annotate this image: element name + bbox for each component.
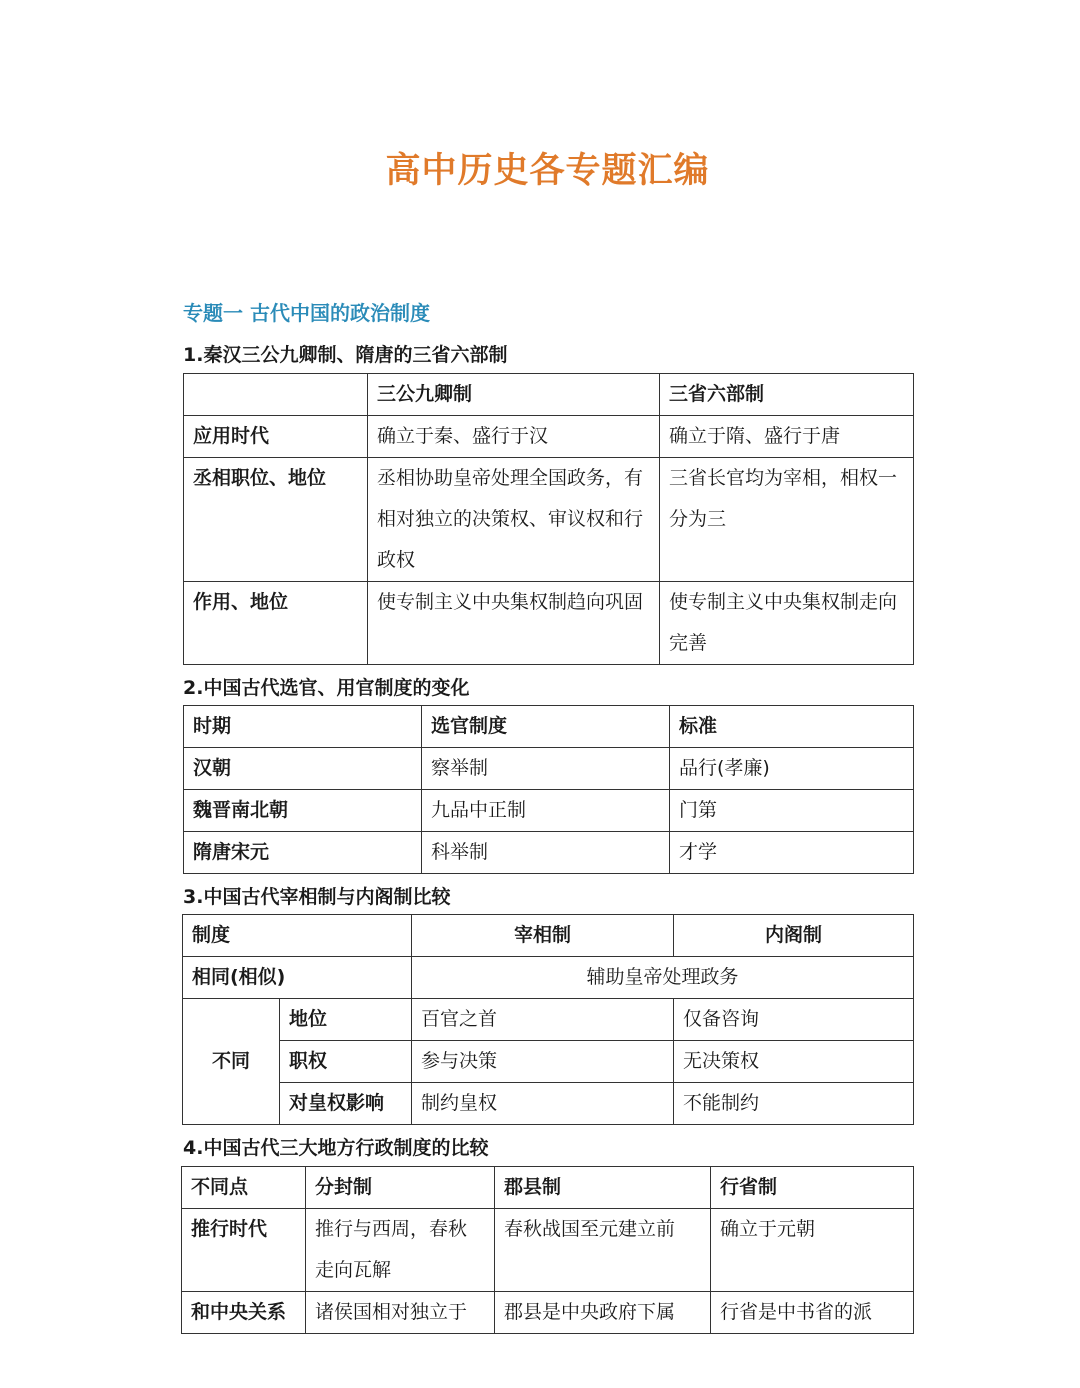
table-cell: 不同 bbox=[183, 999, 280, 1125]
table-cell: 相同(相似) bbox=[183, 957, 412, 999]
table-cell: 职权 bbox=[280, 1041, 412, 1083]
table-cell: 郡县是中央政府下属 bbox=[495, 1292, 711, 1334]
table-cell: 丞相职位、地位 bbox=[184, 458, 368, 582]
table-4 bbox=[181, 1166, 914, 1334]
table-row bbox=[184, 832, 914, 874]
table-cell: 辅助皇帝处理政务 bbox=[412, 957, 914, 999]
table-cell: 确立于隋、盛行于唐 bbox=[660, 416, 914, 458]
table-row bbox=[184, 748, 914, 790]
table-row bbox=[182, 1209, 914, 1292]
table-cell: 推行与西周，春秋走向瓦解 bbox=[306, 1209, 495, 1292]
table-row bbox=[184, 790, 914, 832]
table-cell: 汉朝 bbox=[184, 748, 422, 790]
table-cell: 推行时代 bbox=[182, 1209, 306, 1292]
table-row bbox=[184, 706, 914, 748]
section-4-heading: 4.中国古代三大地方行政制度的比较 bbox=[183, 1137, 489, 1159]
section-1-heading: 1.秦汉三公九卿制、隋唐的三省六部制 bbox=[183, 344, 508, 366]
table-cell: 仅备咨询 bbox=[674, 999, 914, 1041]
document-title: 高中历史各专题汇编 bbox=[385, 151, 710, 191]
table-header-cell: 宰相制 bbox=[412, 915, 674, 957]
table-row bbox=[184, 374, 914, 416]
table-cell: 春秋战国至元建立前 bbox=[495, 1209, 711, 1292]
table-cell: 才学 bbox=[670, 832, 914, 874]
table-row bbox=[182, 1167, 914, 1209]
table-row bbox=[183, 1041, 914, 1083]
table-cell: 察举制 bbox=[422, 748, 670, 790]
table-row bbox=[182, 1292, 914, 1334]
table-header-cell: 时期 bbox=[184, 706, 422, 748]
table-cell bbox=[184, 374, 368, 416]
table-cell: 确立于元朝 bbox=[711, 1209, 914, 1292]
topic-heading: 专题一 古代中国的政治制度 bbox=[183, 301, 430, 325]
table-2 bbox=[183, 705, 914, 874]
table-header-cell: 三公九卿制 bbox=[368, 374, 660, 416]
table-row bbox=[183, 957, 914, 999]
table-row bbox=[184, 458, 914, 582]
table-cell: 地位 bbox=[280, 999, 412, 1041]
table-header-cell: 制度 bbox=[183, 915, 412, 957]
table-header-cell: 三省六部制 bbox=[660, 374, 914, 416]
table-row bbox=[183, 1083, 914, 1125]
table-header-cell: 行省制 bbox=[711, 1167, 914, 1209]
section-3-heading: 3.中国古代宰相制与内阁制比较 bbox=[183, 886, 451, 908]
table-row bbox=[184, 582, 914, 665]
table-header-cell: 不同点 bbox=[182, 1167, 306, 1209]
table-cell: 参与决策 bbox=[412, 1041, 674, 1083]
table-cell: 对皇权影响 bbox=[280, 1083, 412, 1125]
table-cell: 九品中正制 bbox=[422, 790, 670, 832]
table-cell: 和中央关系 bbox=[182, 1292, 306, 1334]
table-cell: 三省长官均为宰相，相权一分为三 bbox=[660, 458, 914, 582]
table-row bbox=[183, 999, 914, 1041]
table-cell: 使专制主义中央集权制走向完善 bbox=[660, 582, 914, 665]
table-cell: 隋唐宋元 bbox=[184, 832, 422, 874]
table-cell: 品行(孝廉) bbox=[670, 748, 914, 790]
table-cell: 无决策权 bbox=[674, 1041, 914, 1083]
table-row bbox=[184, 416, 914, 458]
section-2-heading: 2.中国古代选官、用官制度的变化 bbox=[183, 677, 470, 699]
table-cell: 诸侯国相对独立于 bbox=[306, 1292, 495, 1334]
table-1 bbox=[183, 373, 914, 665]
table-header-cell: 标准 bbox=[670, 706, 914, 748]
table-header-cell: 郡县制 bbox=[495, 1167, 711, 1209]
table-cell: 行省是中书省的派 bbox=[711, 1292, 914, 1334]
table-header-cell: 分封制 bbox=[306, 1167, 495, 1209]
table-cell: 制约皇权 bbox=[412, 1083, 674, 1125]
table-header-cell: 选官制度 bbox=[422, 706, 670, 748]
table-cell: 不能制约 bbox=[674, 1083, 914, 1125]
table-cell: 百官之首 bbox=[412, 999, 674, 1041]
table-row bbox=[183, 915, 914, 957]
table-cell: 应用时代 bbox=[184, 416, 368, 458]
table-cell: 魏晋南北朝 bbox=[184, 790, 422, 832]
table-header-cell: 内阁制 bbox=[674, 915, 914, 957]
table-cell: 使专制主义中央集权制趋向巩固 bbox=[368, 582, 660, 665]
table-cell: 丞相协助皇帝处理全国政务，有相对独立的决策权、审议权和行政权 bbox=[368, 458, 660, 582]
table-3 bbox=[182, 914, 914, 1125]
table-cell: 门第 bbox=[670, 790, 914, 832]
table-cell: 确立于秦、盛行于汉 bbox=[368, 416, 660, 458]
table-cell: 科举制 bbox=[422, 832, 670, 874]
table-cell: 作用、地位 bbox=[184, 582, 368, 665]
